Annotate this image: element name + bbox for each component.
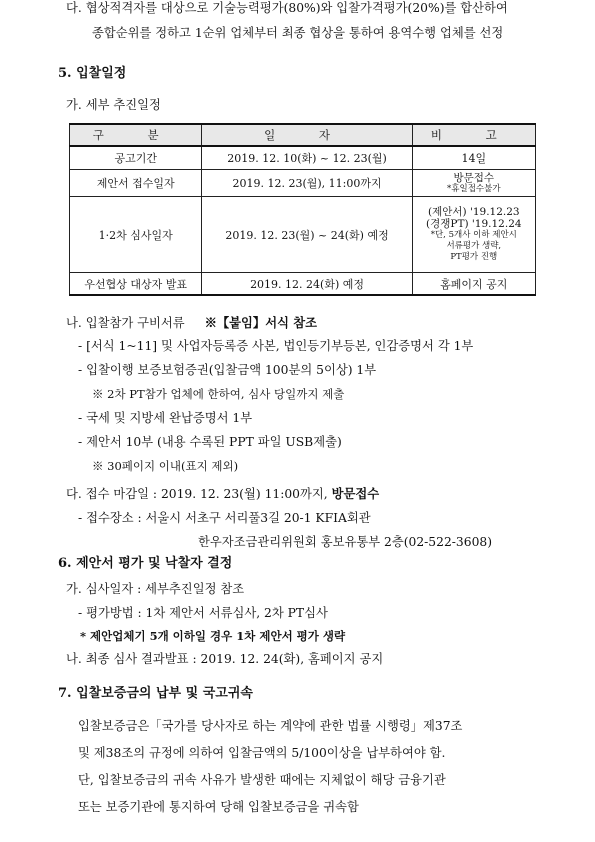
row-date: 2019. 12. 23(월), 11:00까지 [202,170,412,197]
section-5-title: 5. 입찰일정 [58,66,127,81]
deposit-paragraph-line: 및 제38조의 규정에 의하여 입찰금액의 5/100이상을 납부하여야 함. [78,746,446,760]
row-item: 우선협상 대상자 발표 [70,273,202,296]
evaluation-method: - 평가방법 : 1차 제안서 서류심사, 2차 PT심사 [78,606,328,620]
table-row [70,170,536,197]
document-item: - [서식 1~11] 및 사업자등록증 사본, 법인등기부등본, 인감증명서 각 1부 [78,339,474,353]
row-note-5: PT평가 진행 [450,252,498,262]
evaluation-note: * 제안업체기 5개 이하일 경우 1차 제안서 평가 생략 [80,629,346,643]
header-date: 일 자 [202,124,412,146]
row-note-sub: *휴일접수불가 [447,183,501,194]
section-7-title: 7. 입찰보증금의 납부 및 국고귀속 [58,686,253,701]
row-note-2: (경쟁PT) '19.12.24 [426,218,522,230]
document-note: ※ 30페이지 이내(표지 제외) [92,459,239,473]
row-note: 홈페이지 공지 [412,273,535,296]
deadline-method: 방문접수 [331,486,380,501]
submission-office: 한우자조금관리위원회 홍보유통부 2층(02-522-3608) [198,535,493,549]
header-note: 비 고 [412,124,535,146]
submission-place: - 접수장소 : 서울시 서초구 서리풀3길 20-1 KFIA회관 [78,511,371,525]
header-category: 구 분 [70,124,202,146]
row-note: 14일 [412,146,535,170]
documents-label: 나. 입찰참가 구비서류 [66,316,185,330]
deposit-paragraph-line: 또는 보증기관에 통지하여 당해 입찰보증금을 귀속함 [78,800,359,814]
review-date: 가. 심사일자 : 세부추진일정 참조 [66,582,245,596]
deadline-label: 다. 접수 마감일 : 2019. 12. 23(월) 11:00까지, [66,487,332,501]
deposit-paragraph-line: 단, 입찰보증금의 귀속 사유가 발생한 때에는 지체없이 해당 금융기관 [78,773,446,787]
deadline-line [66,486,379,502]
document-item: - 국세 및 지방세 완납증명서 1부 [78,411,253,425]
document-item: - 입찰이행 보증보험증권(입찰금액 100분의 5이상) 1부 [78,363,377,377]
document-item: - 제안서 10부 (내용 수록된 PPT 파일 USB제출) [78,435,342,449]
documents-subheading [66,315,317,331]
deposit-paragraph-line: 입찰보증금은「국가를 당사자로 하는 계약에 관한 법률 시행령」제37조 [78,719,463,733]
schedule-table [69,123,536,296]
table-row [70,273,536,296]
final-result: 나. 최종 심사 결과발표 : 2019. 12. 24(화), 홈페이지 공지 [66,652,384,666]
row-item: 제안서 접수일자 [70,170,202,197]
row-item: 1·2차 심사일자 [70,197,202,273]
row-date: 2019. 12. 10(화) ~ 12. 23(월) [202,146,412,170]
row-note: (제안서) '19.12.23 [427,206,520,218]
section-6-title: 6. 제안서 평가 및 낙찰자 결정 [58,556,233,571]
intro-line-2: 종합순위를 정하고 1순위 업체부터 최종 협상을 통하여 용역수행 업체를 선정 [92,26,504,40]
row-date: 2019. 12. 23(월) ~ 24(화) 예정 [202,197,412,273]
row-item: 공고기간 [70,146,202,170]
table-row [70,146,536,170]
row-note-3: *단, 5개사 이하 제안시 [430,230,517,240]
documents-reference: ※【붙임】서식 참조 [204,315,318,330]
document-note: ※ 2차 PT참가 업체에 한하여, 심사 당일까지 제출 [92,387,345,401]
intro-line-1: 다. 협상적격자를 대상으로 기술능력평가(80%)와 입찰가격평가(20%)를 합산하여 [66,1,508,15]
schedule-subheading: 가. 세부 추진일정 [66,98,161,112]
row-note-4: 서류평가 생략, [446,241,502,251]
table-header-row [70,124,536,146]
table-row [70,197,536,273]
row-note: 방문접수 [453,171,495,184]
row-date: 2019. 12. 24(화) 예정 [202,273,412,296]
row-note-cell [412,170,535,197]
row-note-cell [412,197,535,273]
